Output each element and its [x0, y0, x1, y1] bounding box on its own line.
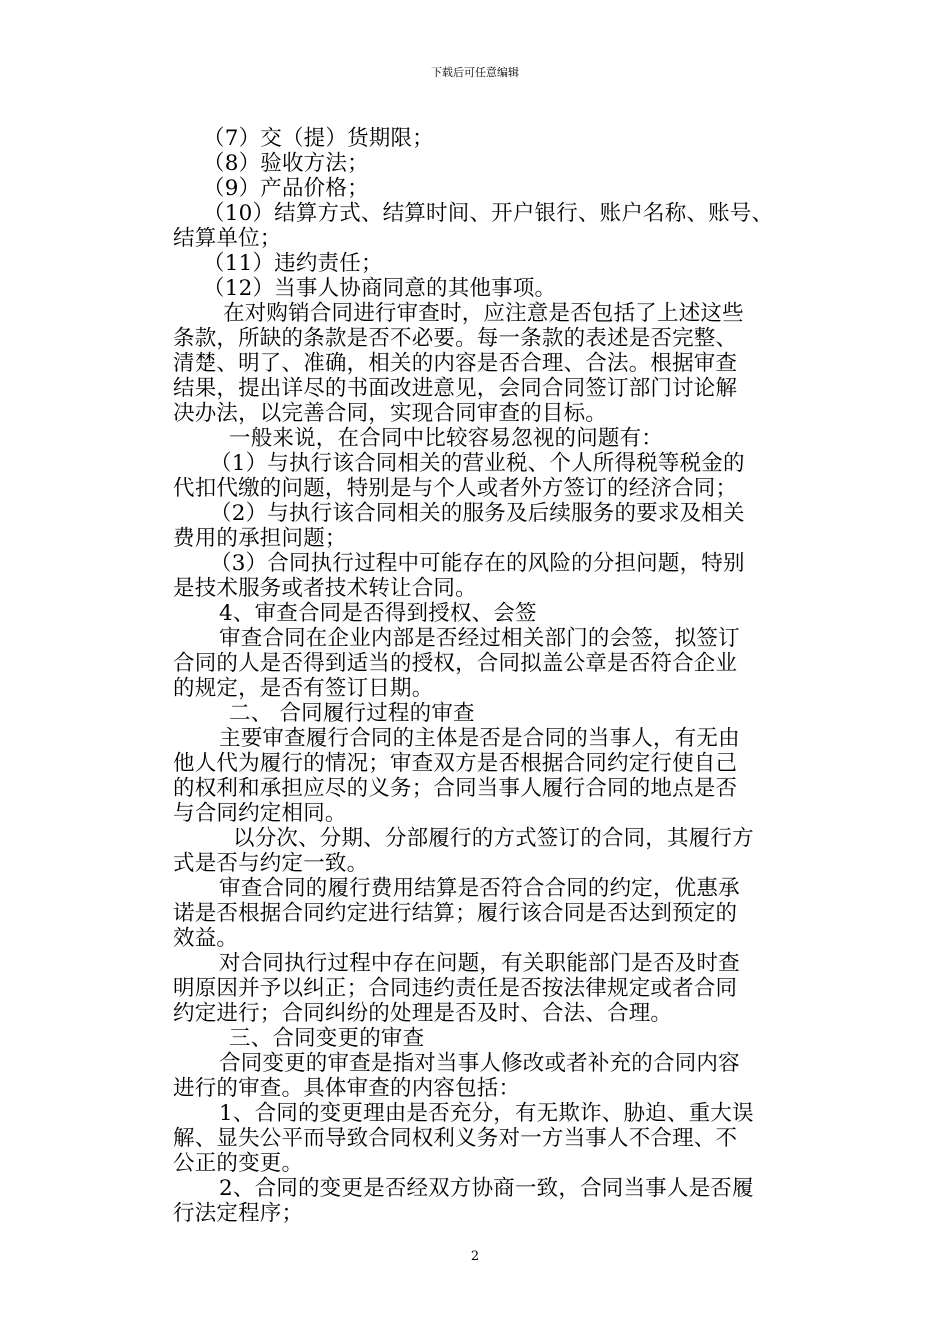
- text-line: 条款，所缺的条款是否不必要。每一条款的表述是否完整、: [173, 326, 738, 351]
- text-line: 三、合同变更的审查: [229, 1026, 425, 1051]
- text-line: 审查合同的履行费用结算是否符合合同的约定，优惠承: [219, 876, 740, 901]
- text-line: （11）违约责任；: [203, 251, 383, 276]
- text-line: 结算单位；: [173, 226, 282, 251]
- text-line: 4、审查合同是否得到授权、会签: [219, 601, 537, 626]
- text-line: 合同的人是否得到适当的授权，合同拟盖公章是否符合企业: [173, 651, 738, 676]
- text-line: 进行的审查。具体审查的内容包括：: [173, 1076, 521, 1101]
- text-line: 对合同执行过程中存在问题，有关职能部门是否及时查: [219, 951, 740, 976]
- text-line: 在对购销合同进行审查时，应注意是否包括了上述这些: [223, 301, 744, 326]
- text-line: 效益。: [173, 926, 239, 951]
- text-line: 明原因并予以纠正；合同违约责任是否按法律规定或者合同: [173, 976, 738, 1001]
- text-line: 约定进行；合同纠纷的处理是否及时、合法、合理。: [173, 1001, 673, 1026]
- text-line: （7）交（提）货期限；: [203, 126, 434, 151]
- text-line: （10）结算方式、结算时间、开户银行、账户名称、账号、: [203, 201, 774, 226]
- text-line: （2）与执行该合同相关的服务及后续服务的要求及相关: [210, 501, 745, 526]
- text-line: 决办法，以完善合同，实现合同审查的目标。: [173, 401, 608, 426]
- text-line: 诺是否根据合同约定进行结算；履行该合同是否达到预定的: [173, 901, 738, 926]
- text-line: 的权利和承担应尽的义务；合同当事人履行合同的地点是否: [173, 776, 738, 801]
- text-line: 一般来说，在合同中比较容易忽视的问题有：: [229, 426, 664, 451]
- text-line: 合同变更的审查是指对当事人修改或者补充的合同内容: [219, 1051, 740, 1076]
- text-line: 与合同约定相同。: [173, 801, 347, 826]
- text-line: （8）验收方法；: [203, 151, 369, 176]
- text-line: 审查合同在企业内部是否经过相关部门的会签，拟签订: [219, 626, 740, 651]
- text-line: 1、合同的变更理由是否充分，有无欺诈、胁迫、重大误: [219, 1101, 754, 1126]
- text-line: 解、显失公平而导致合同权利义务对一方当事人不合理、不: [173, 1126, 738, 1151]
- text-line: （12）当事人协商同意的其他事项。: [203, 276, 557, 301]
- text-line: 他人代为履行的情况；审查双方是否根据合同约定行使自己: [173, 751, 738, 776]
- text-line: 主要审查履行合同的主体是否是合同的当事人，有无由: [219, 726, 740, 751]
- text-line: 的规定，是否有签订日期。: [173, 676, 434, 701]
- text-line: 费用的承担问题；: [173, 526, 347, 551]
- text-line: 公正的变更。: [173, 1151, 304, 1176]
- text-line: 以分次、分期、分部履行的方式签订的合同，其履行方: [233, 826, 754, 851]
- text-line: 清楚、明了、准确，相关的内容是否合理、合法。根据审查: [173, 351, 738, 376]
- document-body: [173, 126, 813, 1226]
- text-line: 是技术服务或者技术转让合同。: [173, 576, 477, 601]
- text-line: 行法定程序；: [173, 1201, 304, 1226]
- text-line: 2、合同的变更是否经双方协商一致，合同当事人是否履: [219, 1176, 754, 1201]
- text-line: （1）与执行该合同相关的营业税、个人所得税等税金的: [210, 451, 745, 476]
- text-line: （9）产品价格；: [203, 176, 369, 201]
- text-line: 式是否与约定一致。: [173, 851, 369, 876]
- text-line: 结果，提出详尽的书面改进意见，会同合同签订部门讨论解: [173, 376, 738, 401]
- text-line: 二、 合同履行过程的审查: [229, 701, 475, 726]
- text-line: （3）合同执行过程中可能存在的风险的分担问题，特别: [210, 551, 745, 576]
- page-number: 2: [470, 1249, 480, 1264]
- page-header: 下载后可任意编辑: [431, 66, 519, 79]
- text-line: 代扣代缴的问题，特别是与个人或者外方签订的经济合同；: [173, 476, 738, 501]
